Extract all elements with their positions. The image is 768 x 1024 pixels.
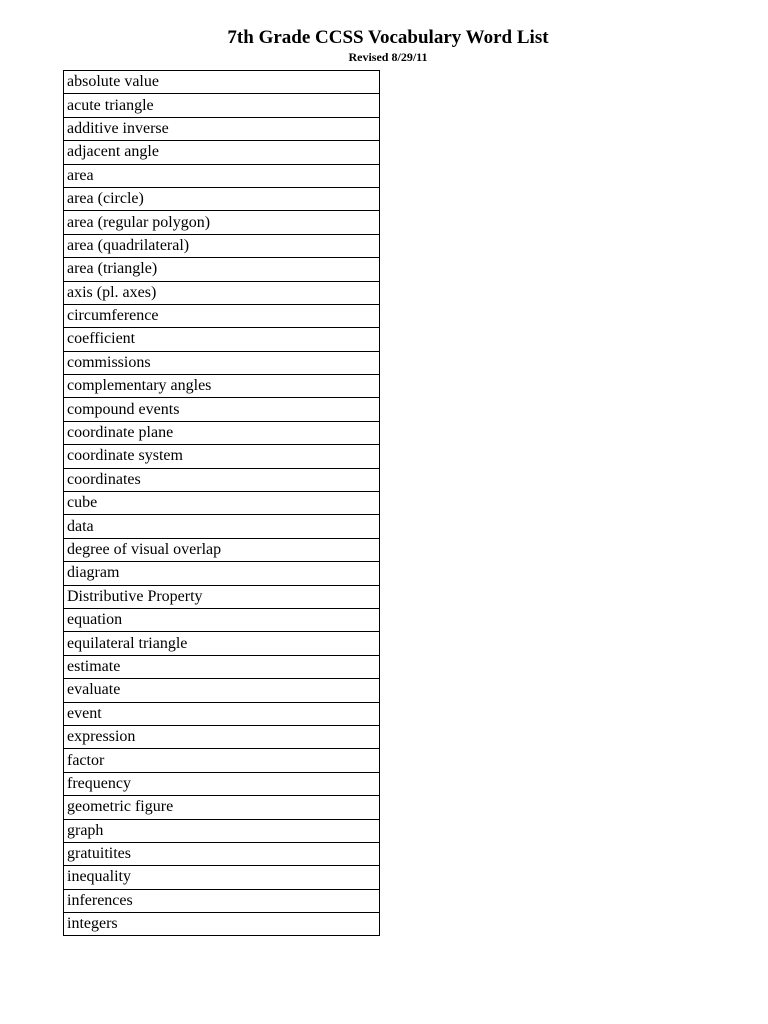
table-row — [64, 608, 380, 631]
word-cell: equation — [64, 608, 380, 631]
word-cell: data — [64, 515, 380, 538]
word-cell: area (triangle) — [64, 258, 380, 281]
word-cell: degree of visual overlap — [64, 538, 380, 561]
table-row — [64, 468, 380, 491]
word-cell: adjacent angle — [64, 141, 380, 164]
word-cell: integers — [64, 913, 380, 936]
table-row — [64, 842, 380, 865]
word-cell: axis (pl. axes) — [64, 281, 380, 304]
table-row — [64, 585, 380, 608]
table-row — [64, 725, 380, 748]
vocabulary-table-body — [64, 71, 380, 936]
page-title: 7th Grade CCSS Vocabulary Word List — [227, 27, 549, 48]
word-cell: commissions — [64, 351, 380, 374]
word-cell: evaluate — [64, 679, 380, 702]
table-row — [64, 702, 380, 725]
table-row — [64, 679, 380, 702]
word-cell: area (quadrilateral) — [64, 234, 380, 257]
table-row — [64, 819, 380, 842]
word-cell: area (regular polygon) — [64, 211, 380, 234]
table-row — [64, 866, 380, 889]
word-cell: acute triangle — [64, 94, 380, 117]
table-row — [64, 655, 380, 678]
table-row — [64, 375, 380, 398]
word-cell: geometric figure — [64, 796, 380, 819]
word-cell: factor — [64, 749, 380, 772]
table-row — [64, 71, 380, 94]
word-cell: frequency — [64, 772, 380, 795]
table-row — [64, 632, 380, 655]
table-row — [64, 913, 380, 936]
word-cell: compound events — [64, 398, 380, 421]
word-cell: Distributive Property — [64, 585, 380, 608]
word-cell: additive inverse — [64, 117, 380, 140]
table-row — [64, 421, 380, 444]
revision-date: Revised 8/29/11 — [348, 50, 428, 64]
table-row — [64, 351, 380, 374]
table-row — [64, 889, 380, 912]
word-cell: coordinate plane — [64, 421, 380, 444]
word-cell: area (circle) — [64, 187, 380, 210]
word-cell: diagram — [64, 562, 380, 585]
table-row — [64, 187, 380, 210]
table-row — [64, 258, 380, 281]
word-cell: graph — [64, 819, 380, 842]
word-cell: inequality — [64, 866, 380, 889]
table-row — [64, 141, 380, 164]
word-cell: coordinate system — [64, 445, 380, 468]
table-row — [64, 538, 380, 561]
word-cell: equilateral triangle — [64, 632, 380, 655]
table-row — [64, 117, 380, 140]
word-cell: complementary angles — [64, 375, 380, 398]
word-cell: cube — [64, 492, 380, 515]
table-row — [64, 772, 380, 795]
table-row — [64, 304, 380, 327]
table-row — [64, 796, 380, 819]
word-cell: estimate — [64, 655, 380, 678]
word-cell: coefficient — [64, 328, 380, 351]
table-row — [64, 328, 380, 351]
table-row — [64, 492, 380, 515]
table-row — [64, 562, 380, 585]
table-row — [64, 211, 380, 234]
word-cell: inferences — [64, 889, 380, 912]
table-row — [64, 164, 380, 187]
word-cell: gratuitites — [64, 842, 380, 865]
word-cell: expression — [64, 725, 380, 748]
word-cell: event — [64, 702, 380, 725]
table-row — [64, 281, 380, 304]
table-row — [64, 234, 380, 257]
table-row — [64, 515, 380, 538]
word-cell: coordinates — [64, 468, 380, 491]
word-cell: circumference — [64, 304, 380, 327]
word-cell: absolute value — [64, 71, 380, 94]
table-row — [64, 94, 380, 117]
table-row — [64, 749, 380, 772]
table-row — [64, 398, 380, 421]
word-cell: area — [64, 164, 380, 187]
vocabulary-table — [63, 70, 380, 936]
table-row — [64, 445, 380, 468]
